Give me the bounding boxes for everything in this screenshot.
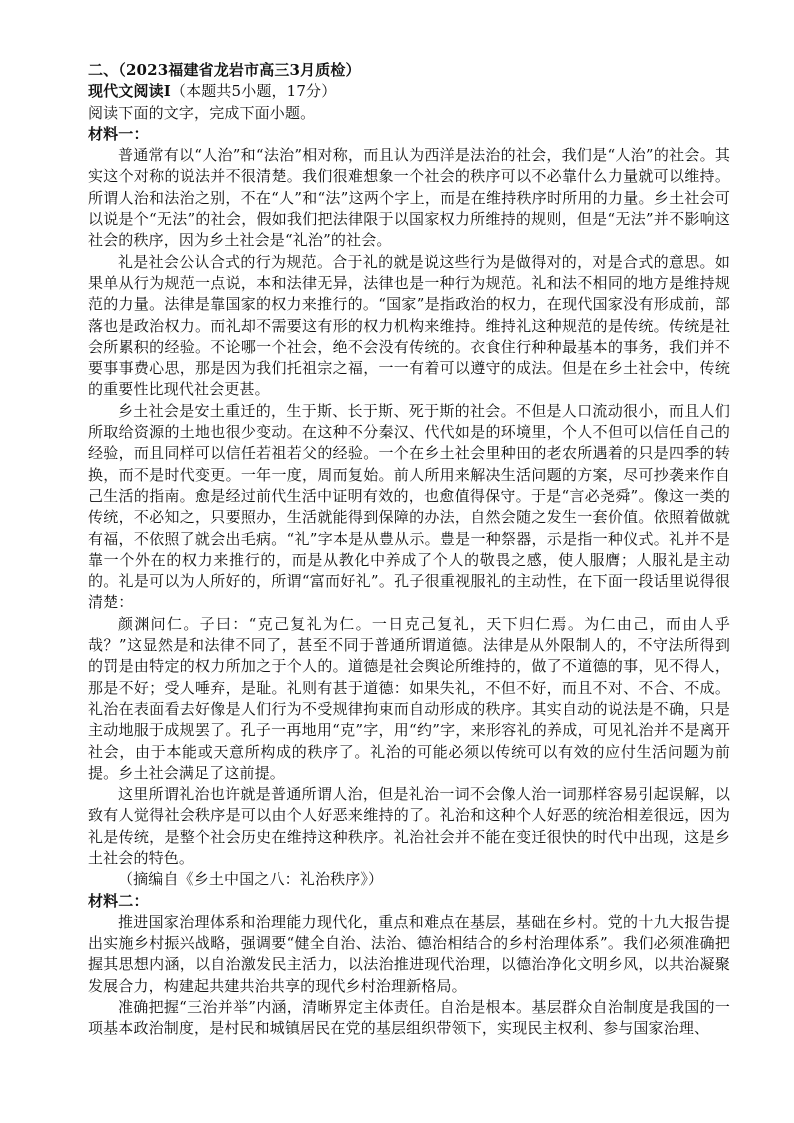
question-title: 二、（2023福建省龙岩市高三3月质检） [88, 61, 361, 79]
material-two-heading: 材料二： [88, 891, 149, 910]
material-one-paragraph: 礼是社会公认合式的行为规范。合于礼的就是说这些行为是做得对的，对是合式的意思。如果单从行为规范一点说，本和法律无异，法律也是一种行为规范。礼和法不相同的地方是维持规范的力量。法律是靠国家的权力来推行的。“国家”是指政治的权力，在现代国家没有形成前，部落也是政治权力。而礼却不需要这有形的权力机构来维持。维持礼这种规范的是传统。传统是社会所累积的经验。不论哪一个社会，绝不会没有传统的。衣食住行种种最基本的事务，我们并不要事事费心思，那是因为我们托祖宗之福，一一有着可以遵守的成法。但是在乡土社会中，传统的重要性比现代社会更甚。 [88, 252, 730, 399]
material-one-paragraph: 这里所谓礼治也许就是普通所谓人治，但是礼治一词不会像人治一词那样容易引起误解，以致有人觉得社会秩序是可以由个人好恶来维持的了。礼治和这种个人好恶的统治相差很远，因为礼是传统，是整个社会历史在维持这种秩序。礼治社会并不能在变迁很快的时代中出现，这是乡土社会的特色。 [88, 785, 730, 867]
section-info: （本题共5小题，17分） [170, 82, 337, 101]
material-one-heading: 材料一： [88, 124, 149, 143]
material-two-paragraph: 推进国家治理体系和治理能力现代化，重点和难点在基层，基础在乡村。党的十九大报告提出实施乡村振兴战略，强调要“健全自治、法治、德治相结合的乡村治理体系”。我们必须准确把握其思想内涵，以自治激发民主活力，以法治推进现代治理，以德治净化文明乡风，以共治凝聚发展合力，构建起共建共治共享的现代乡村治理新格局。 [88, 912, 730, 995]
material-one-paragraph: 普通常有以“人治”和“法治”相对称，而且认为西洋是法治的社会，我们是“人治”的社会。其实这个对称的说法并不很清楚。我们很难想象一个社会的秩序可以不必靠什么力量就可以维持。所谓人治和法治之别，不在“人”和“法”这两个字上，而是在维持秩序时所用的力量。乡土社会可以说是个“无法”的社会，假如我们把法律限于以国家权力所维持的规则，但是“无法”并不影响这社会的秩序，因为乡土社会是“礼治”的社会。 [88, 146, 730, 250]
document-page [88, 60, 730, 1040]
reading-instruction: 阅读下面的文字，完成下面小题。 [88, 103, 316, 122]
material-two-paragraph: 准确把握“三治并举”内涵，清晰界定主体责任。自治是根本。基层群众自治制度是我国的一项基本政治制度，是村民和城镇居民在党的基层组织带领下，实现民主权利、参与国家治理、 [88, 998, 730, 1038]
material-one-paragraph: 乡土社会是安土重迁的，生于斯、长于斯、死于斯的社会。不但是人口流动很小，而且人们所取给资源的土地也很少变动。在这种不分秦汉、代代如是的环境里，个人不但可以信任自己的经验，而且同样可以信任若祖若父的经验。一个在乡土社会里种田的老农所遇着的只是四季的转换，而不是时代变更。一年一度，周而复始。前人所用来解决生活问题的方案，尽可抄袭来作自己生活的指南。愈是经过前代生活中证明有效的，也愈值得保守。于是“言必尧舜”。像这一类的传统，不必知之，只要照办，生活就能得到保障的办法，自然会随之发生一套价值。依照着做就有福，不依照了就会出毛病。“礼”字本是从豊从示。豊是一种祭器，示是指一种仪式。礼并不是靠一个外在的权力来推行的，而是从教化中养成了个人的敬畏之感，使人服膺；人服礼是主动的。礼是可以为人所好的，所谓“富而好礼”。孔子很重视服礼的主动性，在下面一段话里说得很清楚： [88, 401, 730, 612]
section-heading [88, 81, 730, 102]
section-name: 现代文阅读Ⅰ [88, 82, 171, 101]
material-one-source: （摘编自《乡土中国之八：礼治秩序》） [118, 870, 384, 889]
material-one-paragraph: 颜渊问仁。子曰：“克己复礼为仁。一日克己复礼，天下归仁焉。为仁由己，而由人乎哉？”这显然是和法律不同了，甚至不同于普通所谓道德。法律是从外限制人的，不守法所得到的罚是由特定的权力所加之于个人的。道德是社会舆论所维持的，做了不道德的事，见不得人，那是不好；受人唾弃，是耻。礼则有甚于道德：如果失礼，不但不好，而且不对、不合、不成。礼治在表面看去好像是人们行为不受规律拘束而自动形成的秩序。其实自动的说法是不确，只是主动地服于成规罢了。孔子一再地用“克”字，用“约”字，来形容礼的养成，可见礼治并不是离开社会，由于本能或天意所构成的秩序了。礼治的可能必须以传统可以有效的应付生活问题为前提。乡土社会满足了这前提。 [88, 614, 730, 782]
